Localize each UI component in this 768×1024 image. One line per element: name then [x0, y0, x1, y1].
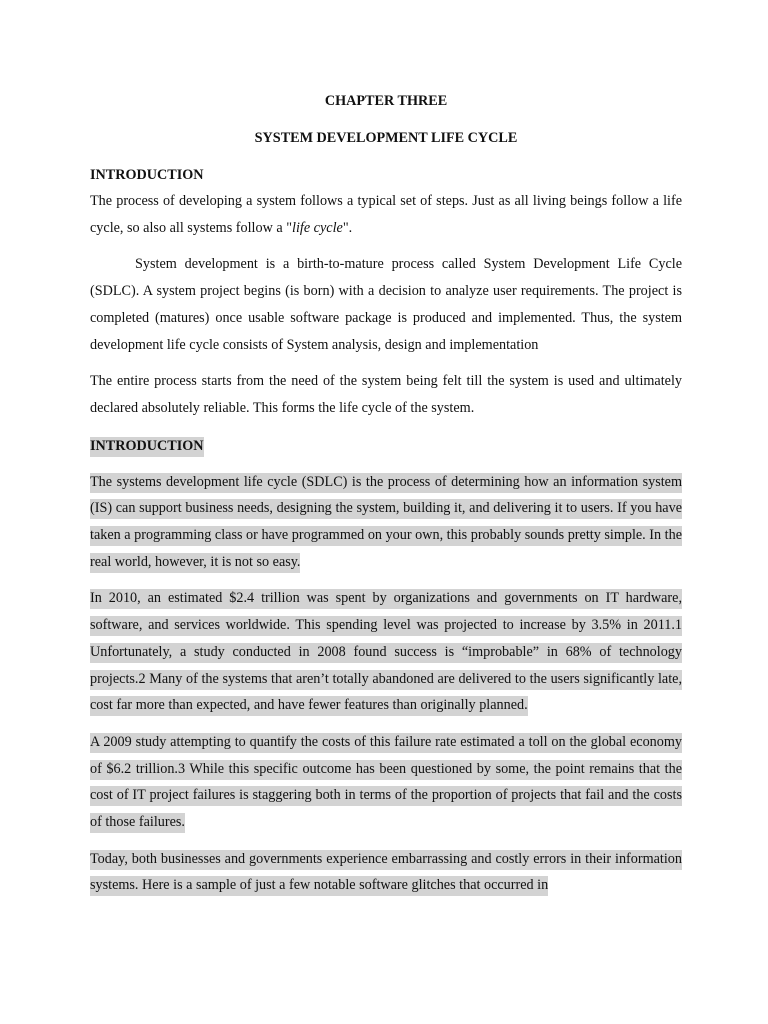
section-heading-introduction: INTRODUCTION [90, 167, 204, 183]
paragraph [90, 188, 682, 241]
chapter-title: SYSTEM DEVELOPMENT LIFE CYCLE [254, 130, 518, 146]
section-heading-introduction-highlighted [90, 433, 682, 459]
highlighted-text: The systems development life cycle (SDLC) is the process of determining how an information system (IS) can support business needs, designing the system, building it, and delivering it to users. If you have taken a programming class or have programmed on your own, this probably sounds pretty simple. In the real world, however, it is not so easy. [90, 473, 682, 573]
paragraph: The entire process starts from the need of the system being felt till the system is used and ultimately declared absolutely reliable. This forms the life cycle of the system. [90, 373, 682, 416]
chapter-heading: CHAPTER THREE [324, 93, 448, 109]
highlighted-heading-text: INTRODUCTION [90, 437, 204, 457]
document-page [90, 88, 682, 899]
paragraph-text: The process of developing a system follows a typical set of steps. Just as all living beings follow a life cycle, so also all systems follow a " [90, 193, 682, 236]
highlighted-text: In 2010, an estimated $2.4 trillion was spent by organizations and governments on IT hardware, software, and services worldwide. This spending level was projected to increase by 3.5% in 2011.1 Unfortunately, a study conducted in 2008 found success is “improbable” in 68% of technology projects.2 Many of the systems that aren’t totally abandoned are delivered to the users significantly late, cost far more than expected, and have fewer features than originally planned. [90, 589, 682, 716]
paragraph-text: ". [342, 219, 353, 236]
highlighted-paragraph [90, 469, 682, 576]
italic-text: life cycle [292, 219, 343, 236]
highlighted-text: A 2009 study attempting to quantify the costs of this failure rate estimated a toll on the global economy of $6.2 trillion.3 While this specific outcome has been questioned by some, the point remains that the cost of IT project failures is staggering both in terms of the proportion of projects that fail and the costs of those failures. [90, 733, 682, 833]
highlighted-text: Today, both businesses and governments experience embarrassing and costly errors in their information systems. Here is a sample of just a few notable software glitches that occurred in [90, 850, 682, 897]
highlighted-paragraph [90, 846, 682, 899]
paragraph: System development is a birth-to-mature process called System Development Life Cycle (SDLC). A system project begins (is born) with a decision to analyze user requirements. The project is completed (matures) once usable software package is produced and implemented. Thus, the system development life cycle consists of System analysis, design and implementation [90, 256, 682, 353]
highlighted-paragraph [90, 729, 682, 836]
highlighted-paragraph [90, 585, 682, 719]
